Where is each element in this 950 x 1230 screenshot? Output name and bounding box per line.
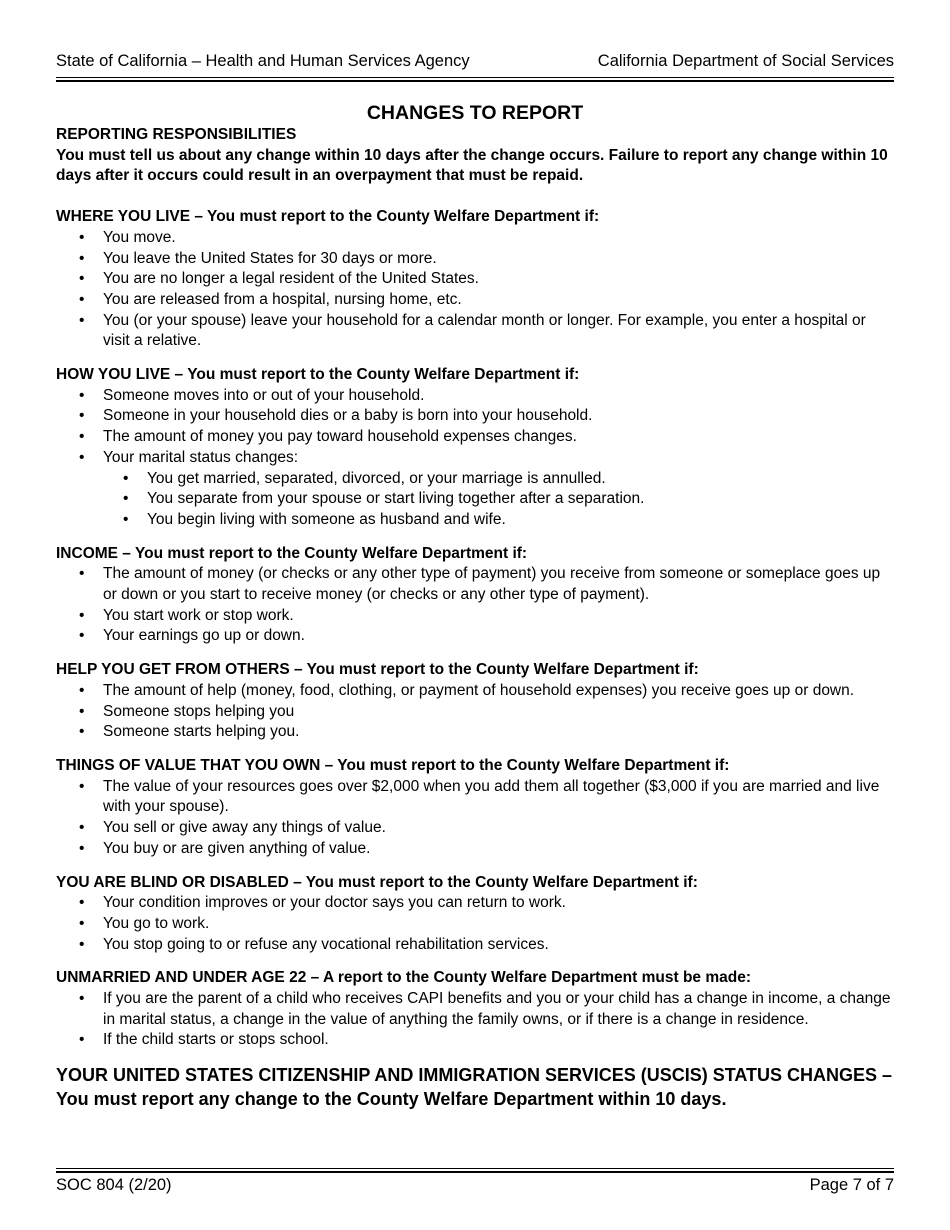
section-blind-or-disabled (56, 873, 896, 956)
list-item: • The amount of help (money, food, clothing, or payment of household expenses) you receive goes up or down. (56, 681, 896, 702)
footer-divider (56, 1168, 894, 1169)
section-heading: HELP YOU GET FROM OTHERS – You must report to the County Welfare Department if: (56, 661, 699, 679)
section-unmarried-under-22 (56, 968, 896, 1051)
header-department: California Department of Social Services (597, 52, 894, 70)
page-footer (56, 1175, 894, 1195)
header-agency: State of California – Health and Human Services Agency (56, 52, 470, 70)
section-heading: WHERE YOU LIVE – You must report to the County Welfare Department if: (56, 208, 600, 226)
uscis-status-notice: YOUR UNITED STATES CITIZENSHIP AND IMMIGRATION SERVICES (USCIS) STATUS CHANGES – You must report any change to the County Welfare Department within 10 days. (56, 1065, 893, 1110)
list-item: • You are no longer a legal resident of the United States. (56, 269, 896, 290)
list-item: • The amount of money you pay toward household expenses changes. (56, 427, 896, 448)
page-number: Page 7 of 7 (809, 1176, 894, 1194)
list-item: • You move. (56, 228, 896, 249)
section-heading: HOW YOU LIVE – You must report to the County Welfare Department if: (56, 366, 580, 384)
list-item: • The amount of money (or checks or any other type of payment) you receive from someone or someplace goes up or down or you start to receive money (or checks or any other type of payment). (56, 564, 896, 605)
nested-list-item: • You separate from your spouse or start living together after a separation. (56, 489, 896, 510)
list-item: • If you are the parent of a child who receives CAPI benefits and you or your child has a change in income, a change in marital status, a change in the value of anything the family owns, or if there is a change in residence. (56, 989, 896, 1030)
section-help-from-others (56, 660, 896, 743)
list-item: • The value of your resources goes over $2,000 when you add them all together ($3,000 if you are married and live with your spouse). (56, 777, 896, 818)
section-where-you-live (56, 207, 896, 352)
list-item: • You start work or stop work. (56, 606, 896, 627)
section-things-of-value (56, 756, 896, 860)
list-item: • You leave the United States for 30 days or more. (56, 249, 896, 270)
nested-list-item: • You begin living with someone as husband and wife. (56, 510, 896, 531)
section-heading: INCOME – You must report to the County Welfare Department if: (56, 544, 528, 562)
list-item: • You (or your spouse) leave your household for a calendar month or longer. For example, you enter a hospital or visit a relative. (56, 311, 896, 352)
list-item: • Someone stops helping you (56, 702, 896, 723)
page-header (56, 51, 894, 71)
page-title: CHANGES TO REPORT (366, 102, 584, 124)
list-item: • If the child starts or stops school. (56, 1030, 896, 1051)
section-income (56, 544, 896, 648)
list-item: • Someone starts helping you. (56, 722, 896, 743)
section-how-you-live (56, 365, 896, 531)
list-item: • Your marital status changes: (56, 448, 896, 469)
list-item: • Your condition improves or your doctor says you can return to work. (56, 893, 896, 914)
nested-list-item: • You get married, separated, divorced, or your marriage is annulled. (56, 469, 896, 490)
section-heading: UNMARRIED AND UNDER AGE 22 – A report to the County Welfare Department must be made: (56, 969, 752, 987)
list-item: • You are released from a hospital, nursing home, etc. (56, 290, 896, 311)
section-heading: THINGS OF VALUE THAT YOU OWN – You must report to the County Welfare Department if: (56, 756, 730, 774)
section-heading: YOU ARE BLIND OR DISABLED – You must report to the County Welfare Department if: (56, 873, 698, 891)
list-item: • You go to work. (56, 914, 896, 935)
list-item: • Your earnings go up or down. (56, 626, 896, 647)
list-item: • You stop going to or refuse any vocational rehabilitation services. (56, 935, 896, 956)
header-divider (56, 77, 894, 78)
list-item: • You sell or give away any things of value. (56, 818, 896, 839)
document-body (56, 125, 896, 1111)
reporting-text: You must tell us about any change within 10 days after the change occurs. Failure to report any change within 10 days after it occurs could result in an overpayment that must be repaid. (56, 146, 888, 185)
reporting-heading: REPORTING RESPONSIBILITIES (56, 126, 297, 143)
footer-divider-thick (56, 1171, 894, 1173)
list-item: • Someone in your household dies or a baby is born into your household. (56, 406, 896, 427)
header-divider-thick (56, 80, 894, 82)
list-item: • Someone moves into or out of your household. (56, 386, 896, 407)
list-item: • You buy or are given anything of value. (56, 839, 896, 860)
form-number: SOC 804 (2/20) (56, 1176, 172, 1194)
